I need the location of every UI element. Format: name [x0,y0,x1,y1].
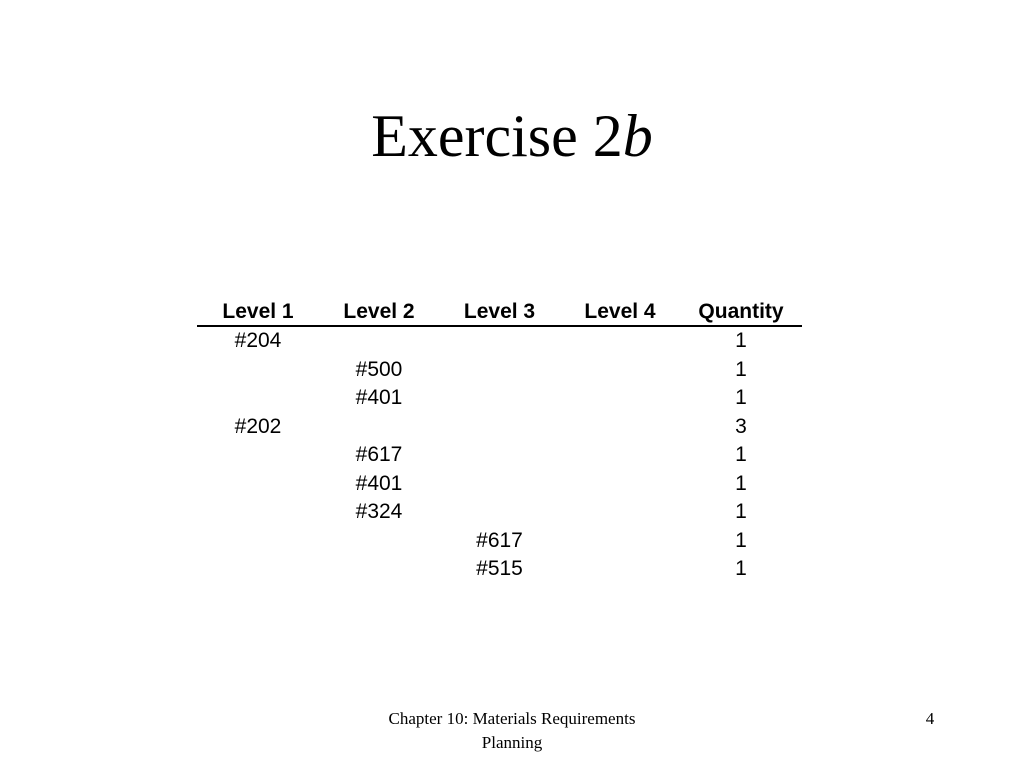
table-row [197,527,802,556]
cell-level-4 [560,498,680,527]
cell-level-3: #515 [476,557,523,581]
cell-quantity: 1 [735,500,747,524]
table-row [197,356,802,385]
footer-chapter-title [362,707,662,755]
cell-quantity: 1 [735,329,747,353]
cell-level-2: #500 [355,357,403,381]
table-row [197,413,802,442]
cell-level-4 [560,326,680,356]
table-row [197,441,802,470]
cell-level-2: #617 [355,443,403,467]
slide-title-text: Exercise 2 [371,103,623,169]
cell-level-1 [197,470,319,499]
cell-level-1 [197,555,319,584]
cell-level-3 [439,356,560,385]
table-body [197,326,802,584]
slide-title [0,100,1024,172]
slide-title-italic-suffix: b [622,103,653,169]
cell-level-4 [560,413,680,442]
cell-level-1 [197,384,319,413]
header-level-2: Level 2 [319,296,439,326]
table-row [197,326,802,356]
cell-level-3 [439,441,560,470]
header-level-1: Level 1 [197,296,319,326]
cell-level-3 [439,498,560,527]
cell-quantity: 1 [735,357,747,381]
cell-level-2 [319,555,439,584]
cell-level-1 [197,498,319,527]
cell-level-2 [319,413,439,442]
table-row [197,555,802,584]
cell-level-1 [197,356,319,385]
header-quantity: Quantity [680,296,802,326]
cell-level-3 [439,326,560,356]
header-level-4: Level 4 [560,296,680,326]
cell-level-2: #324 [355,500,403,524]
cell-level-2 [319,527,439,556]
table-row [197,384,802,413]
cell-quantity: 1 [735,471,747,495]
cell-level-3 [439,384,560,413]
cell-level-4 [560,384,680,413]
table-header-row [197,296,802,326]
cell-level-4 [560,470,680,499]
cell-level-3 [439,470,560,499]
cell-level-3: #617 [476,528,523,552]
cell-level-4 [560,356,680,385]
cell-quantity: 1 [735,557,747,581]
bom-table [197,296,802,584]
cell-level-4 [560,441,680,470]
cell-level-1 [197,527,319,556]
footer-line-2: Planning [481,733,543,752]
cell-level-2: #401 [355,471,403,495]
cell-level-2 [319,326,439,356]
cell-quantity: 3 [735,414,747,438]
cell-level-1 [197,441,319,470]
cell-level-3 [439,413,560,442]
cell-quantity: 1 [735,386,747,410]
footer-line-1: Chapter 10: Materials Requirements [388,709,636,728]
cell-level-4 [560,555,680,584]
cell-level-2: #401 [355,386,403,410]
cell-level-1: #202 [234,414,282,438]
cell-quantity: 1 [735,443,747,467]
page-number: 4 [925,709,935,728]
table-row [197,498,802,527]
header-level-3: Level 3 [439,296,560,326]
cell-level-4 [560,527,680,556]
cell-level-1: #204 [234,329,282,353]
cell-quantity: 1 [735,528,747,552]
table-row [197,470,802,499]
